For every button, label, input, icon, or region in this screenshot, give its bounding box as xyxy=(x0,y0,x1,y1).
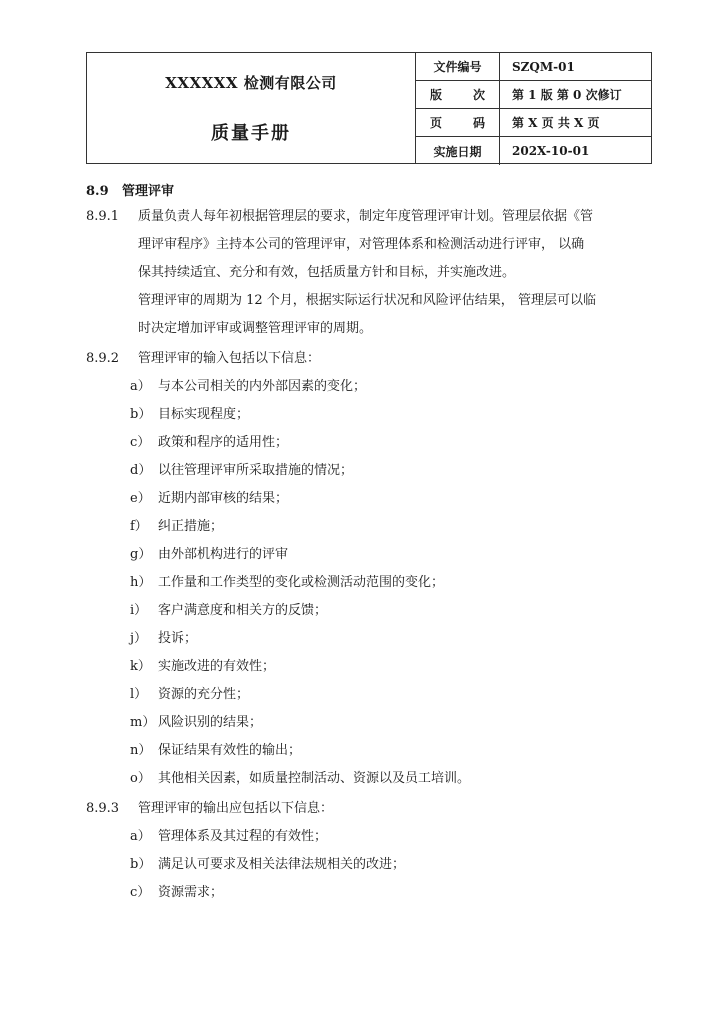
list-marker: l） xyxy=(130,687,148,702)
list-item-text: 工作量和工作类型的变化或检测活动范围的变化； xyxy=(158,575,445,590)
header-label-text: 码 xyxy=(472,116,485,130)
list-marker: a） xyxy=(130,829,151,844)
header-label xyxy=(416,109,500,136)
list-item-text: 由外部机构进行的评审 xyxy=(158,547,289,562)
header-label-text: 页 xyxy=(430,116,443,130)
header-value: SZQM-01 xyxy=(512,59,575,74)
list-item xyxy=(130,856,405,874)
list-item xyxy=(130,490,288,508)
clause-intro: 管理评审的输入包括以下信息： xyxy=(138,351,321,366)
header-label-text: 版 xyxy=(430,88,443,102)
list-item xyxy=(130,884,223,902)
list-item xyxy=(130,546,288,564)
list-item-text: 其他相关因素，如质量控制活动、资源以及员工培训。 xyxy=(158,771,471,786)
list-marker: g） xyxy=(130,547,152,562)
list-item xyxy=(130,602,327,620)
header-label-text: 次 xyxy=(472,88,485,102)
list-item-text: 实施改进的有效性； xyxy=(158,659,276,674)
list-item xyxy=(130,658,275,676)
list-item-text: 风险识别的结果； xyxy=(158,715,263,730)
list-item-text: 近期内部审核的结果； xyxy=(158,491,289,506)
list-item xyxy=(130,518,223,536)
header-row-effective-date xyxy=(416,137,651,165)
list-item xyxy=(130,742,301,760)
list-marker: e） xyxy=(130,491,151,506)
list-marker: o） xyxy=(130,771,151,786)
document-header xyxy=(86,52,652,164)
list-marker: b） xyxy=(130,407,152,422)
section-heading xyxy=(86,180,174,199)
clause-number-892: 8.9.2 xyxy=(86,351,120,366)
header-value: 202X-10-01 xyxy=(512,144,590,158)
list-marker: d） xyxy=(130,463,152,478)
list-item-text: 管理体系及其过程的有效性； xyxy=(158,829,328,844)
list-marker: i） xyxy=(130,603,148,618)
manual-title: 质量手册 xyxy=(211,123,291,144)
list-item xyxy=(130,714,262,732)
list-marker: c） xyxy=(130,885,151,900)
paragraph-line: 时决定增加评审或调整管理评审的周期。 xyxy=(138,321,373,336)
header-label xyxy=(416,137,500,165)
section-number: 8.9 xyxy=(86,184,109,199)
list-item-text: 资源的充分性； xyxy=(158,687,250,702)
list-item xyxy=(130,686,249,704)
list-item-text: 与本公司相关的内外部因素的变化； xyxy=(158,379,367,394)
list-item-text: 纠正措施； xyxy=(158,519,224,534)
list-item-text: 政策和程序的适用性； xyxy=(158,435,289,450)
list-item xyxy=(130,462,353,480)
list-item-text: 目标实现程度； xyxy=(158,407,250,422)
header-label xyxy=(416,81,500,108)
list-marker: n） xyxy=(130,743,152,758)
list-item-text: 以往管理评审所采取措施的情况； xyxy=(158,463,354,478)
list-item xyxy=(130,378,366,396)
list-marker: f） xyxy=(130,519,148,534)
clause-number-891: 8.9.1 xyxy=(86,209,120,224)
header-label-text: 实施日期 xyxy=(433,144,482,159)
clause-intro: 管理评审的输出应包括以下信息： xyxy=(138,801,334,816)
header-row-version xyxy=(416,81,651,109)
header-label xyxy=(416,53,500,80)
header-row-file-number xyxy=(416,53,651,81)
paragraph-line: 保其持续适宜、充分和有效，包括质量方针和目标，并实施改进。 xyxy=(138,265,516,280)
list-item xyxy=(130,630,197,648)
list-item-text: 客户满意度和相关方的反馈； xyxy=(158,603,328,618)
list-item xyxy=(130,434,288,452)
header-value: 第 1 版 第 0 次修订 xyxy=(512,88,622,102)
list-marker: c） xyxy=(130,435,151,450)
list-item xyxy=(130,406,249,424)
company-name: XXXXXX 检测有限公司 xyxy=(165,74,337,92)
list-item-text: 满足认可要求及相关法律法规相关的改进； xyxy=(158,857,406,872)
header-title-cell xyxy=(87,53,416,163)
list-marker: k） xyxy=(130,659,151,674)
header-label-text: 文件编号 xyxy=(433,60,482,74)
header-info-grid xyxy=(416,53,651,163)
list-marker: m） xyxy=(130,715,156,730)
paragraph-line: 理评审程序》主持本公司的管理评审，对管理体系和检测活动进行评审， 以确 xyxy=(138,237,585,252)
list-item xyxy=(130,574,444,592)
list-item xyxy=(130,770,470,788)
section-title: 管理评审 xyxy=(122,184,175,199)
paragraph-line: 质量负责人每年初根据管理层的要求，制定年度管理评审计划。管理层依据《管 xyxy=(138,209,594,224)
list-marker: a） xyxy=(130,379,151,394)
list-marker: h） xyxy=(130,575,152,590)
list-item-text: 投诉； xyxy=(158,631,198,646)
list-item-text: 资源需求； xyxy=(158,885,224,900)
header-value: 第 X 页 共 X 页 xyxy=(512,116,600,130)
list-item-text: 保证结果有效性的输出； xyxy=(158,743,302,758)
header-row-page xyxy=(416,109,651,137)
list-item xyxy=(130,828,327,846)
list-marker: b） xyxy=(130,857,152,872)
paragraph-line: 管理评审的周期为 12 个月，根据实际运行状况和风险评估结果， 管理层可以临 xyxy=(138,293,596,308)
clause-number-893: 8.9.3 xyxy=(86,801,120,816)
list-marker: j） xyxy=(130,631,148,646)
